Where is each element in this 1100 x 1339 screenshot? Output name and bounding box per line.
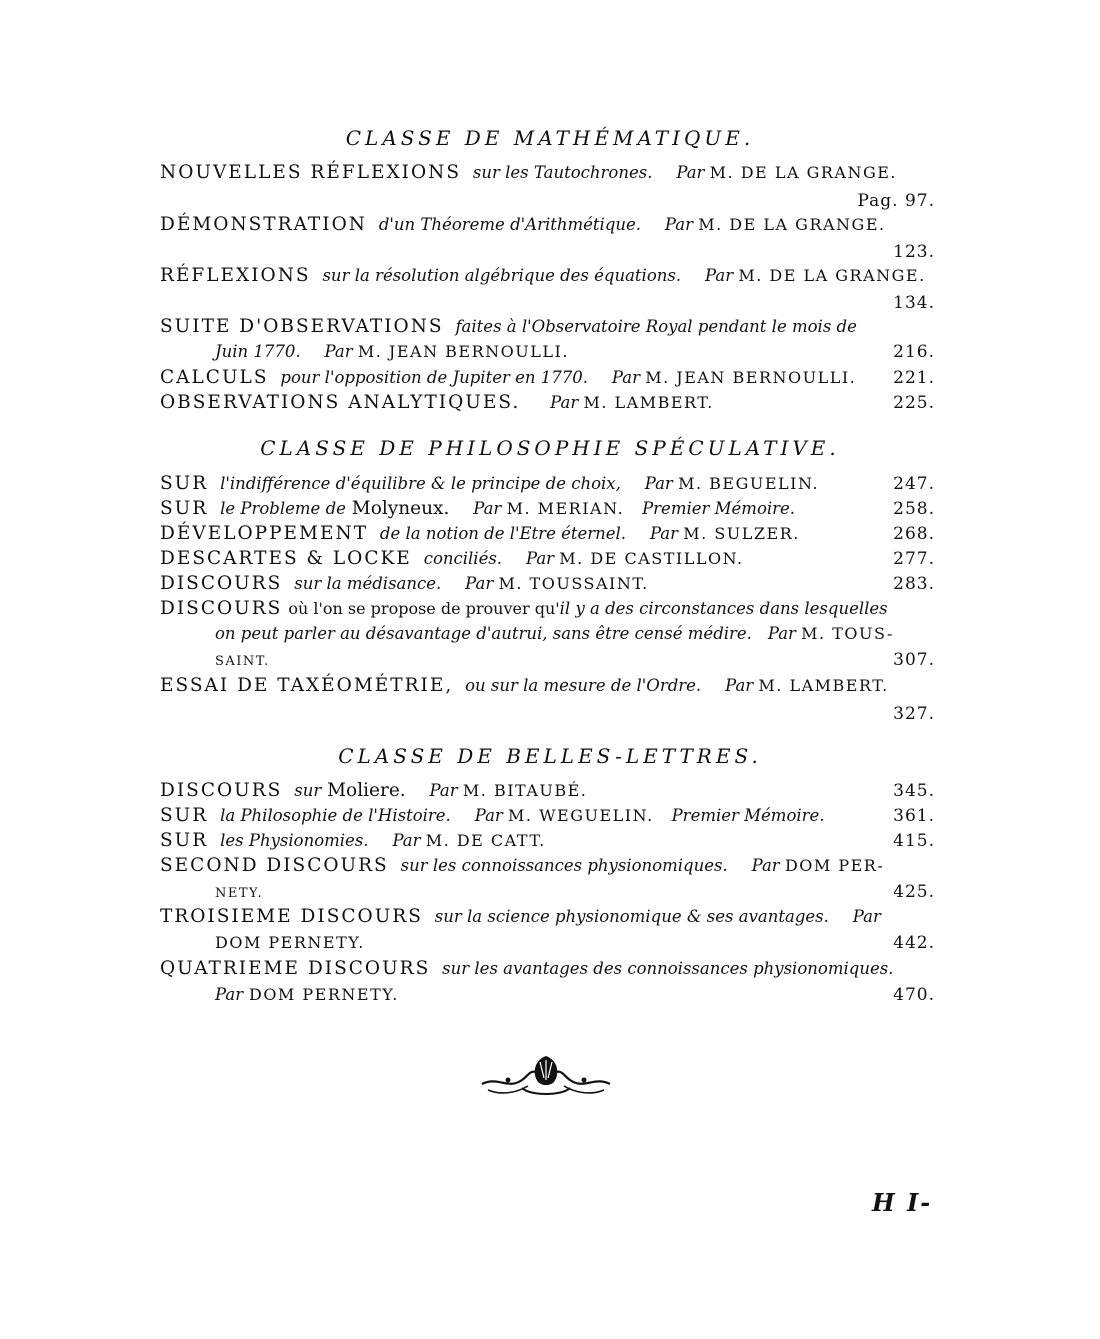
entry-page-number: 345. [893, 781, 935, 801]
toc-entry [160, 522, 935, 546]
entry-author: SAINT. [215, 654, 270, 669]
entry-description: sur la résolution algébrique des équations. [322, 266, 682, 285]
entry-author: Par M. LAMBERT. [725, 676, 889, 695]
entry-author: NETY. [215, 886, 264, 901]
entry-title: DISCOURS [160, 573, 283, 594]
entry-author: Par M. DE LA GRANGE. [676, 163, 898, 182]
toc-entry [160, 779, 935, 803]
entry-description: sur les Tautochrones. [472, 163, 653, 182]
entry-page-number: Pag. 97. [857, 191, 935, 211]
entry-title: SUR [160, 805, 209, 826]
entry-page-number: 225. [893, 393, 935, 413]
toc-entry-continuation [215, 983, 935, 1007]
entry-author: Par M. SULZER. [649, 524, 800, 543]
entry-description: Juin 1770. [215, 342, 301, 361]
toc-entry [160, 674, 935, 698]
entry-description: pour l'opposition de Jupiter en 1770. [280, 368, 588, 387]
ornament-flourish-icon [478, 1050, 614, 1100]
entry-title: DISCOURS [160, 780, 283, 801]
entry-page-number: 134. [893, 293, 935, 313]
entry-title: NOUVELLES RÉFLEXIONS [160, 162, 462, 183]
entry-page-number: 327. [893, 704, 935, 724]
entry-description: on peut parler au désavantage d'autrui, sans être censé médire. [215, 624, 752, 643]
entry-description: sur la science physionomique & ses avantages. [434, 907, 829, 926]
entry-author: Par M. DE LA GRANGE. [705, 266, 926, 285]
toc-entry-continuation [215, 648, 935, 672]
toc-entry [160, 829, 935, 853]
entry-title: SUR [160, 498, 209, 519]
entry-title: RÉFLEXIONS [160, 265, 311, 286]
entry-title: ESSAI DE TAXÉOMÉTRIE, [160, 675, 454, 696]
entry-description: les Physionomies. [220, 831, 369, 850]
toc-entry [160, 366, 935, 390]
entry-title: SECOND DISCOURS [160, 855, 389, 876]
toc-entry-continuation [215, 931, 935, 955]
section-heading-math: CLASSE DE MATHÉMATIQUE. [345, 126, 755, 150]
toc-entry [160, 597, 935, 621]
toc-entry [160, 905, 935, 929]
entry-title: DESCARTES & LOCKE [160, 548, 412, 569]
entry-author: Par M. LAMBERT. [550, 393, 714, 412]
entry-description: faites à l'Observatoire Royal pendant le mois de [455, 317, 857, 336]
entry-author: Par [852, 907, 881, 926]
toc-entry [160, 572, 935, 596]
catchword: H I- [872, 1188, 933, 1217]
toc-entry [160, 391, 935, 415]
entry-author: Par M. JEAN BERNOULLI. [324, 342, 569, 361]
entry-description-roman: Molyneux. [351, 498, 450, 519]
entry-description: l'indifférence d'équilibre & le principe de choix, [220, 474, 621, 493]
entry-page-number: 258. [893, 499, 935, 519]
entry-description: sur les connoissances physionomiques. [400, 856, 728, 875]
entry-author: Par M. MERIAN. [473, 499, 625, 518]
section-heading-lettres: CLASSE DE BELLES-LETTRES. [338, 744, 762, 768]
entry-author: Par M. WEGUELIN. [474, 806, 654, 825]
entry-author: Par M. DE LA GRANGE. [664, 215, 886, 234]
toc-entry [160, 213, 935, 237]
entry-description: sur la médisance. [294, 574, 442, 593]
entry-description: le Probleme de [220, 499, 346, 518]
entry-page-number: 415. [893, 831, 935, 851]
entry-title: DÉVELOPPEMENT [160, 523, 369, 544]
entry-author: Par M. TOUS- [767, 624, 894, 643]
entry-description-roman: où l'on se propose de prouver qu' [288, 599, 560, 618]
entry-author: Par DOM PER- [751, 856, 885, 875]
entry-description: ou sur la mesure de l'Ordre. [465, 676, 702, 695]
entry-description: sur les avantages des connoissances physionomiques. [442, 959, 894, 978]
entry-page-number: 425. [893, 882, 935, 902]
entry-title: SUR [160, 473, 209, 494]
entry-author: Par M. TOUSSAINT. [465, 574, 649, 593]
toc-entry [160, 264, 935, 288]
toc-entry [160, 804, 935, 828]
entry-title: QUATRIEME DISCOURS [160, 958, 431, 979]
entry-author: Par M. BEGUELIN. [644, 474, 820, 493]
toc-entry-continuation [215, 880, 935, 904]
entry-author: DOM PERNETY. [215, 933, 365, 952]
entry-title: DÉMONSTRATION [160, 214, 367, 235]
toc-entry [160, 161, 935, 185]
entry-page-number: 123. [893, 242, 935, 262]
entry-title: CALCULS [160, 367, 269, 388]
entry-description: il y a des circonstances dans lesquelles [559, 599, 888, 618]
toc-entry [160, 497, 935, 521]
entry-page-number: 283. [893, 574, 935, 594]
entry-page-number: 268. [893, 524, 935, 544]
entry-note: Premier Mémoire. [671, 806, 825, 825]
toc-entry [160, 315, 935, 339]
entry-description: sur [294, 781, 322, 800]
entry-page-number: 277. [893, 549, 935, 569]
entry-description: d'un Théoreme d'Arithmétique. [378, 215, 642, 234]
toc-entry [160, 547, 935, 571]
entry-page-number: 442. [893, 933, 935, 953]
entry-page-number: 470. [893, 985, 935, 1005]
entry-title: DISCOURS [160, 598, 283, 619]
entry-author: Par M. BITAUBÉ. [429, 781, 588, 800]
entry-page-number: 247. [893, 474, 935, 494]
entry-description: la Philosophie de l'Histoire. [220, 806, 451, 825]
entry-page-number: 307. [893, 650, 935, 670]
entry-title: TROISIEME DISCOURS [160, 906, 423, 927]
entry-author: DOM PERNETY. [248, 985, 399, 1004]
entry-page-number: 221. [893, 368, 935, 388]
entry-title: OBSERVATIONS ANALYTIQUES. [160, 392, 521, 413]
toc-entry [160, 854, 935, 878]
entry-author-prefix: Par [215, 985, 244, 1004]
toc-entry [160, 957, 935, 981]
entry-author: Par M. DE CATT. [392, 831, 546, 850]
entry-author: Par M. JEAN BERNOULLI. [611, 368, 857, 387]
entry-description-roman: Moliere. [327, 780, 406, 801]
entry-page-number: 216. [893, 342, 935, 362]
section-heading-philosophy: CLASSE DE PHILOSOPHIE SPÉCULATIVE. [260, 436, 840, 460]
entry-description: conciliés. [423, 549, 503, 568]
entry-note: Premier Mémoire. [642, 499, 796, 518]
entry-page-number: 361. [893, 806, 935, 826]
toc-entry-continuation [215, 340, 935, 364]
toc-entry-continuation [215, 622, 935, 646]
entry-title: SUR [160, 830, 209, 851]
entry-description: de la notion de l'Etre éternel. [379, 524, 627, 543]
toc-entry [160, 472, 935, 496]
entry-title: SUITE D'OBSERVATIONS [160, 316, 444, 337]
entry-author: Par M. DE CASTILLON. [525, 549, 744, 568]
